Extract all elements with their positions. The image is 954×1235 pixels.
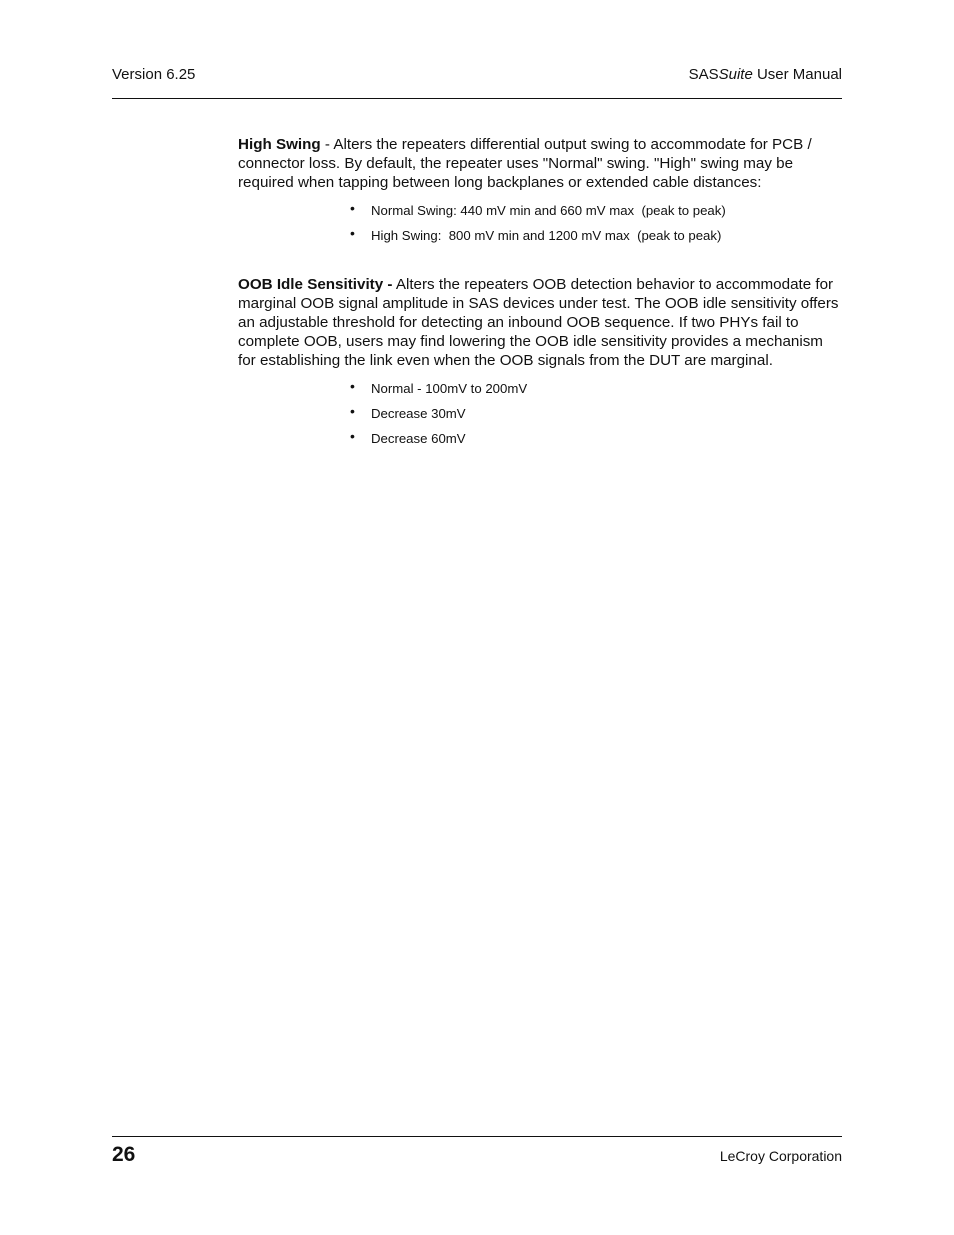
bullet-icon: • <box>350 200 355 216</box>
footer-divider <box>112 1136 842 1137</box>
bullet-item <box>350 426 844 451</box>
section-oob-idle-sensitivity <box>238 275 844 451</box>
manual-title <box>689 66 842 83</box>
bullet-item <box>350 223 844 248</box>
version-label: Version 6.25 <box>112 66 196 83</box>
section-high-swing <box>238 135 844 248</box>
bullet-text: Normal - 100mV to 200mV <box>371 381 528 396</box>
section-paragraph <box>238 135 844 192</box>
bullet-text: Normal Swing: 440 mV min and 660 mV max (peak to peak) <box>371 203 726 218</box>
page-number: 26 <box>112 1143 136 1166</box>
bullet-text: Decrease 60mV <box>371 431 466 446</box>
header-divider <box>112 98 842 99</box>
bullet-item <box>350 198 844 223</box>
bullet-item <box>350 376 844 401</box>
manual-title-suffix: User Manual <box>752 66 842 83</box>
section-paragraph <box>238 275 844 370</box>
bullet-list <box>238 198 844 248</box>
bullet-icon: • <box>350 378 355 394</box>
manual-title-italic: Suite <box>718 66 753 83</box>
bullet-icon: • <box>350 428 355 444</box>
page-footer <box>112 1143 842 1169</box>
bullet-text: High Swing: 800 mV min and 1200 mV max (peak to peak) <box>371 228 722 243</box>
bullet-icon: • <box>350 403 355 419</box>
bullet-text: Decrease 30mV <box>371 406 466 421</box>
section-term: High Swing <box>238 136 321 153</box>
section-text: - Alters the repeaters differential output swing to accommodate for PCB / connector loss. By default, the repeater uses "Normal" swing. "High" swing may be required when tapping between long backplanes or extended cable distances: <box>238 136 812 191</box>
page-header <box>112 66 842 88</box>
bullet-icon: • <box>350 225 355 241</box>
bullet-list <box>238 376 844 451</box>
section-term: OOB Idle Sensitivity - <box>238 276 393 293</box>
section-text: Alters the repeaters OOB detection behavior to accommodate for marginal OOB signal amplitude in SAS devices under test. The OOB idle sensitivity offers an adjustable threshold for detecting an inbound OOB sequence. If two PHYs fail to complete OOB, users may find lowering the OOB idle sensitivity provides a mechanism for establishing the link even when the OOB signals from the DUT are marginal. <box>238 276 839 369</box>
manual-title-prefix: SAS <box>688 66 719 83</box>
company-name: LeCroy Corporation <box>719 1148 842 1164</box>
bullet-item <box>350 401 844 426</box>
